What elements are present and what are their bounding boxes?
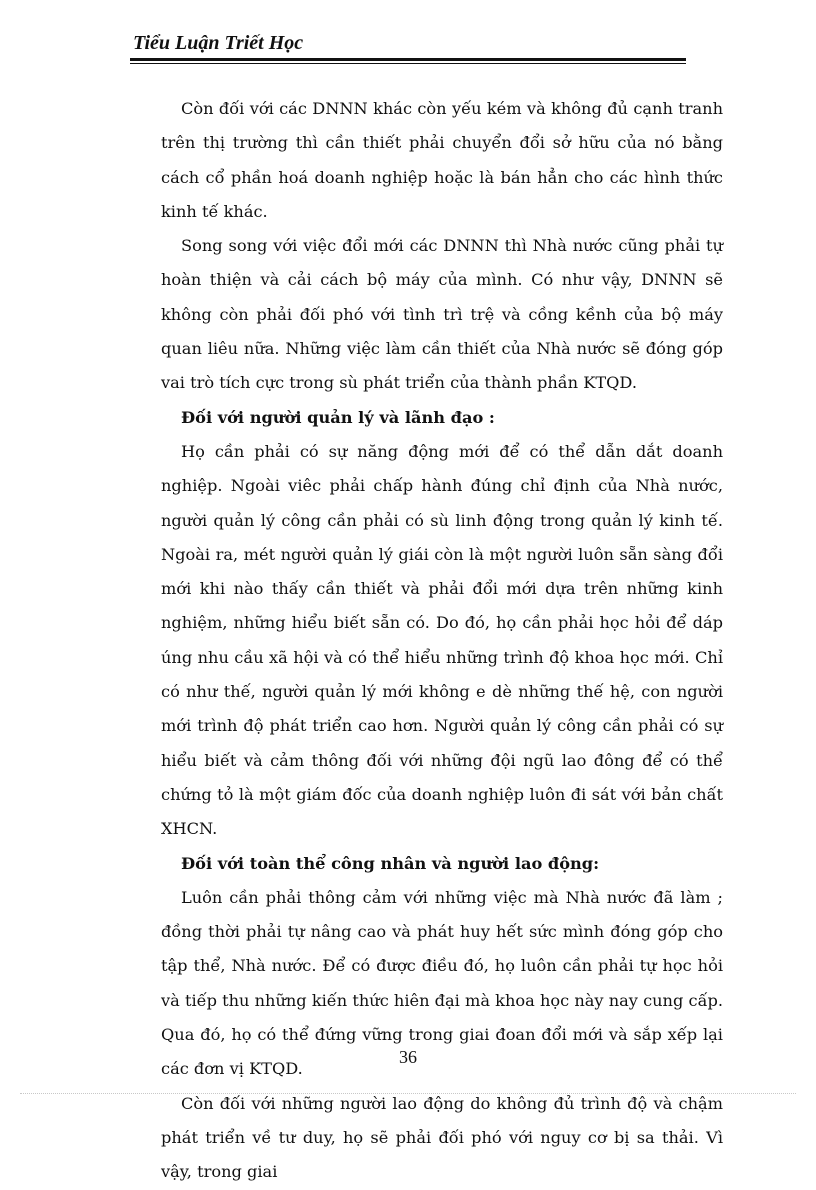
paragraph-workers: Luôn cần phải thông cảm với những việc mà Nhà nước đã làm ; đồng thời phải tự nâng cao và phát huy hết sức mình đóng góp cho tập thể, Nhà nước. Để có được điều đó, họ luôn cần phải tự học hỏi và tiếp thu những kiến thức hiên đại mà khoa học này nay cung cấp. Qua đó, họ có thể đứng vững trong giai đoan đổi mới và sắp xếp lại các đơn vị KTQD.	[161, 887, 723, 1079]
section-heading-workers: Đối với toàn thể công nhân và người lao động:	[181, 853, 600, 873]
page-number: 36	[399, 1047, 417, 1067]
running-header-title: Tiểu Luận Triết Học	[133, 32, 304, 54]
paragraph-managers: Họ cần phải có sự năng động mới để có thể dẫn dắt doanh nghiệp. Ngoài viêc phải chấp hành đúng chỉ định của Nhà nước, người quản lý công cần phải có sù linh động trong quản lý kinh tế. Ngoài ra, mét người quản lý giái còn là một người luôn sẵn sàng đổi mới khi nào thấy cần thiết và phải đổi mới dựa trên những kinh nghiệm, những hiểu biết sẵn có. Do đó, họ cần phải học hỏi để dáp úng nhu cầu xã hội và có thể hiểu những trình độ khoa học mới. Chỉ có như thế, người quản lý mới không e dè những thế hệ, con người mới trình độ phát triển cao hơn. Người quản lý công cần phải có sự hiểu biết và cảm thông đối với những đội ngũ lao đông để có thể chứng tỏ là một giám đốc của doanh nghiệp luôn đi sát với bản chất XHCN.	[161, 441, 723, 839]
paragraph-state-reform: Song song với việc đổi mới các DNNN thì Nhà nước cũng phải tự hoàn thiện và cải cách bộ máy của mình. Có như vậy, DNNN sẽ không còn phải đối phó với tình trì trệ và cồng kềnh của bộ máy quan liêu nữa. Những việc làm cần thiết của Nhà nước sẽ đóng góp vai trò tích cực trong sù phát triển của thành phần KTQD.	[161, 236, 723, 393]
body-text	[161, 92, 723, 1190]
header-rule	[130, 58, 686, 64]
paragraph-unskilled-workers: Còn đối với những người lao động do không đủ trình độ và chậm phát triển về tư duy, họ sẽ phải đối phó với nguy cơ bị sa thải. Vì vậy, trong giai	[161, 1093, 723, 1182]
header-rule-thick	[130, 58, 686, 61]
bottom-dotted-rule	[20, 1093, 796, 1094]
header-rule-thin	[130, 63, 686, 64]
section-heading-managers: Đối với người quản lý và lãnh đạo :	[181, 407, 495, 427]
paragraph-equitization: Còn đối với các DNNN khác còn yếu kém và không đủ cạnh tranh trên thị trường thì cần thiết phải chuyển đổi sở hữu của nó bằng cách cổ phần hoá doanh nghiệp hoặc là bán hẳn cho các hình thức kinh tế khác.	[161, 99, 723, 221]
